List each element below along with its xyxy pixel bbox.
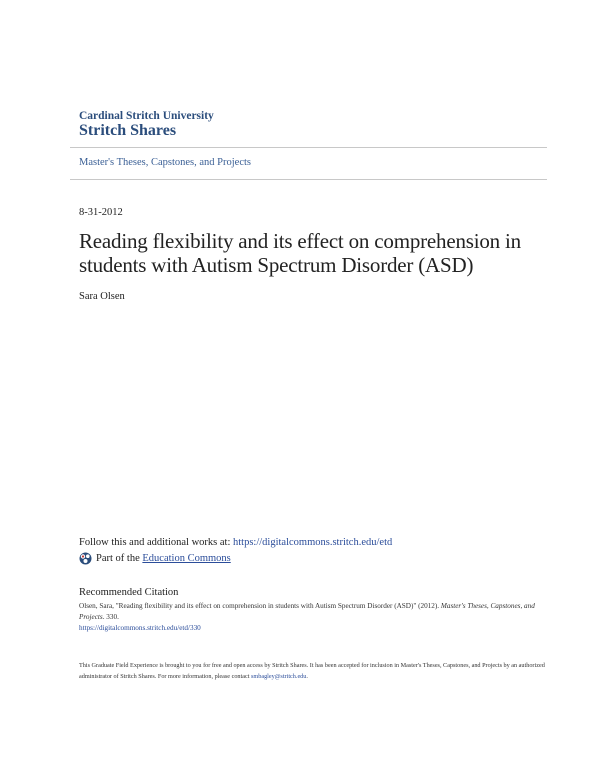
header-top-divider — [70, 147, 547, 148]
education-commons-link[interactable]: Education Commons — [142, 553, 231, 564]
series-link[interactable]: Master's Theses, Capstones, and Projects — [79, 157, 252, 168]
document-date: 8-31-2012 — [79, 207, 123, 218]
citation-number: . 330. — [102, 613, 119, 621]
document-title: Reading flexibility and its effect on comprehension in students with Autism Spectrum Disorder (ASD) — [79, 229, 521, 277]
recommended-citation-heading: Recommended Citation — [79, 587, 179, 598]
network-commons-icon — [79, 552, 92, 565]
notice-text: This Graduate Field Experience is brought to you for free and open access by Stritch Shares. It has been accepted for inclusion in Master's Theses, Capstones, and Projects by an authorized administrator of Stritch Shares. For more information, please contact — [79, 662, 545, 680]
header-bottom-divider — [70, 179, 547, 180]
follow-line — [79, 537, 392, 548]
citation-block — [79, 601, 549, 634]
citation-series: Master's Theses, Capstones, and Projects — [79, 602, 535, 621]
access-notice — [79, 660, 549, 682]
citation-text: Olsen, Sara, "Reading flexibility and its effect on comprehension in students with Autism Spectrum Disorder (ASD)" (2012). — [79, 602, 441, 610]
university-name: Cardinal Stritch University — [79, 110, 214, 122]
part-of-line — [79, 552, 231, 565]
contact-email-link[interactable]: smbagley@stritch.edu — [251, 673, 307, 680]
document-author: Sara Olsen — [79, 291, 125, 302]
repository-name[interactable]: Stritch Shares — [79, 122, 177, 139]
follow-url-link[interactable]: https://digitalcommons.stritch.edu/etd — [233, 537, 393, 548]
part-of-prefix: Part of the — [96, 553, 140, 564]
follow-prefix: Follow this and additional works at: — [79, 537, 233, 548]
notice-end: . — [306, 673, 308, 680]
citation-url-link[interactable]: https://digitalcommons.stritch.edu/etd/330 — [79, 624, 201, 632]
